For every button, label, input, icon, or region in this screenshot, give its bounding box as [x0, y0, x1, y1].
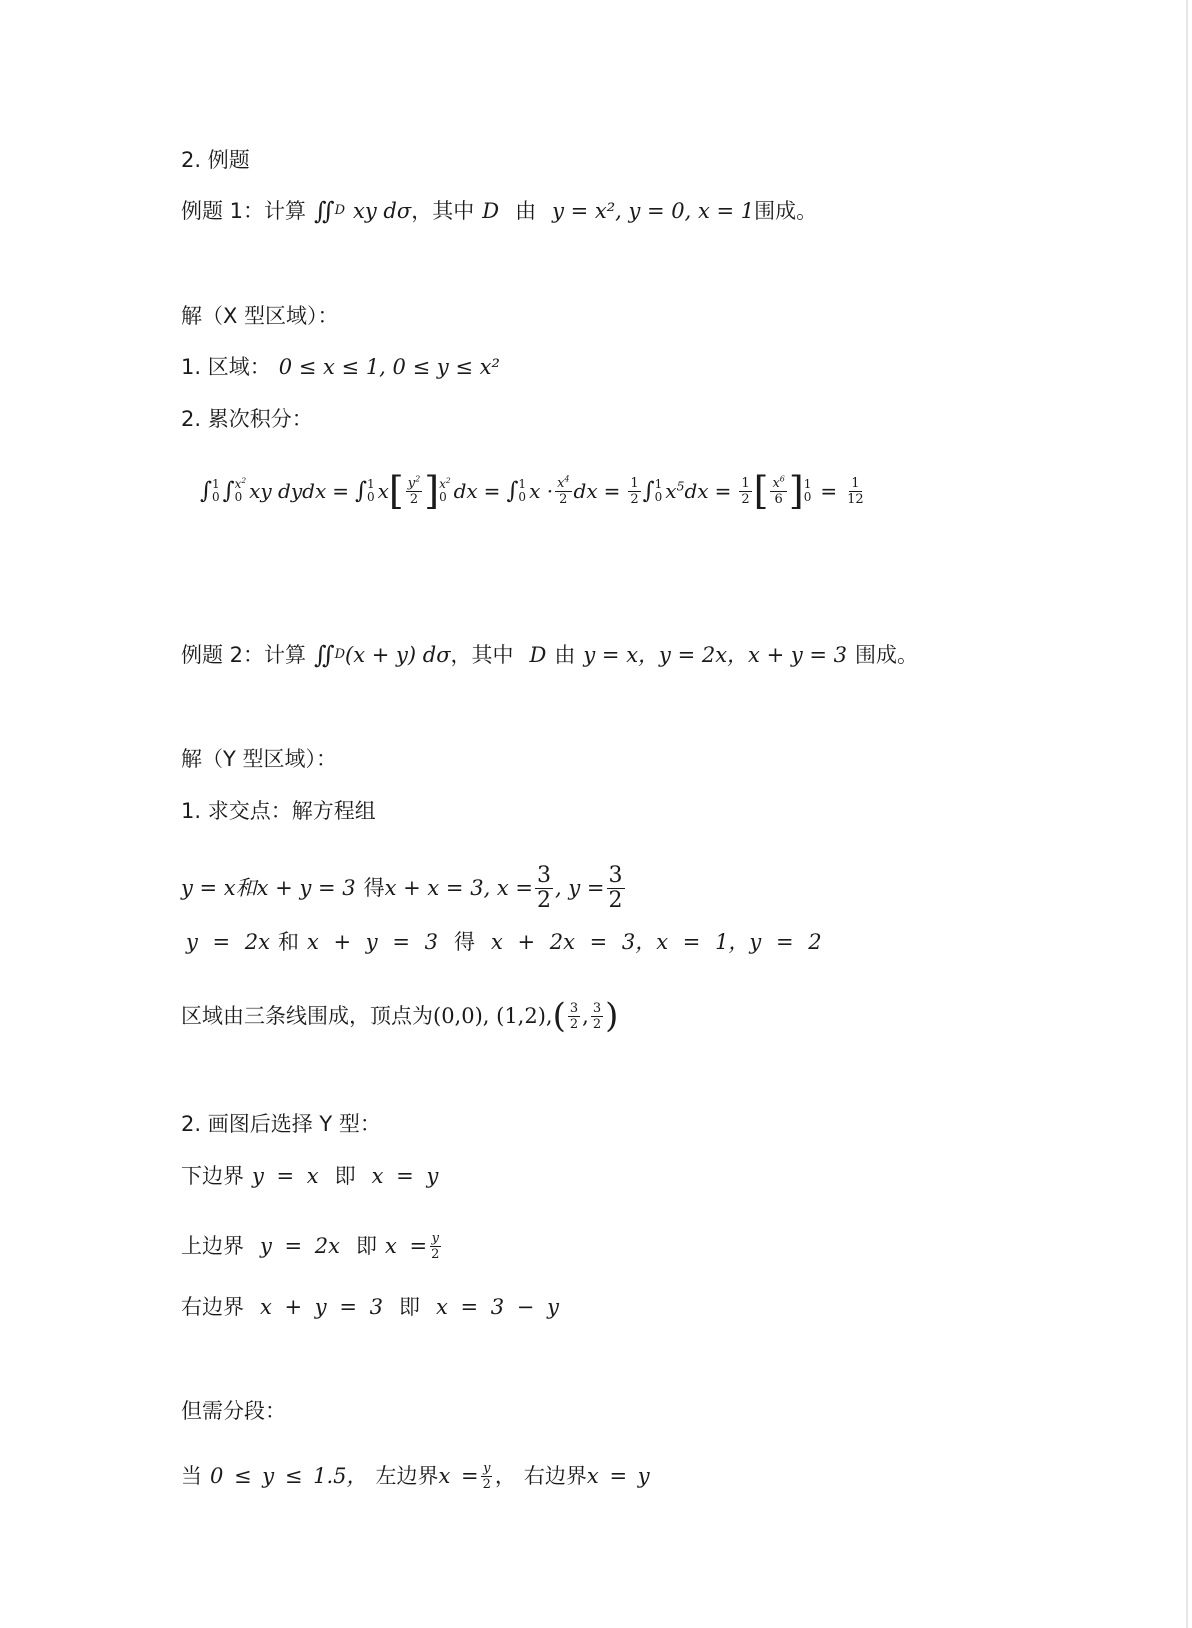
example-1-domain: D	[482, 199, 500, 223]
upper-boundary: 上边界 y = 2x 即 x = $\frac{y}{2}$	[181, 1224, 443, 1268]
upper-boundary-math-2: x =	[385, 1234, 428, 1258]
example-2-curves: y = x，y = 2x，x + y = 3	[583, 643, 848, 667]
step-1-label: 1. 区域：	[181, 355, 271, 379]
eq2-get: 得	[453, 930, 475, 954]
right-boundary-math: x + y = 3	[260, 1295, 383, 1319]
eq2-and: 和	[278, 930, 300, 954]
eq2-part-c: x + 2x = 3，x = 1，y = 2	[490, 930, 822, 954]
vertices-math: (0,0), (1,2),	[433, 1004, 553, 1028]
lower-boundary-label: 下边界	[181, 1164, 244, 1188]
example-1-curves: y = x², y = 0, x = 1	[552, 199, 755, 223]
solution-2-step-2	[181, 1109, 381, 1139]
case-range: 0 ≤ y ≤ 1.5，	[210, 1464, 368, 1488]
example-1-suffix: 围成。	[754, 199, 818, 223]
example-2-domain: D	[529, 643, 547, 667]
right-boundary-label: 右边界	[181, 1295, 244, 1319]
lower-boundary-math-2: x = y	[371, 1164, 439, 1188]
upper-boundary-math: y = 2x	[260, 1234, 341, 1258]
double-integral-symbol-2: ∬	[314, 641, 335, 669]
solution-1-label-text: 解（X 型区域）：	[181, 304, 339, 328]
solution-1-step-1	[181, 352, 500, 382]
step-2-label: 2. 累次积分：	[181, 407, 313, 431]
solution-2-label-text: 解（Y 型区域）：	[181, 747, 338, 771]
integral-result: $\frac{1}{12}$	[847, 475, 864, 507]
case-right-math: x = y	[586, 1464, 650, 1488]
page-edge	[1186, 0, 1188, 1628]
solution-2-label	[181, 744, 337, 774]
piecewise-case: 当 0 ≤ y ≤ 1.5， 左边界 x = $\frac{y}{2}$ ， 右边界 x = y	[181, 1454, 650, 1498]
eq2-part-a: y = 2x	[186, 930, 271, 954]
example-2-by: 由	[554, 643, 576, 667]
eq1-part-a: y = x和x + y = 3	[181, 876, 356, 900]
eq1-part-b: x + x = 3, x =	[384, 876, 534, 900]
example-1-middle-text: ，其中	[411, 199, 475, 223]
lower-boundary-math: y = x	[252, 1164, 319, 1188]
iterated-integral-formula: ∫ 1 0 ∫ $x^2$ 0 xy dydx = ∫ 1 0 x [ $\frac{y^2}{2}$ ] $x^2$ 0 dx = ∫ 1 0 x · $\frac{x^4}{2}$ dx = $\frac{1}{2}$ ∫ 1 0 $x^5dx$ = $\frac{1}{2}$ [ $\frac{x^6}{6}$ ] 1 0 = $\frac{1}{12}$	[200, 469, 864, 513]
upper-boundary-ji: 即	[356, 1234, 378, 1258]
example-2-middle-text: ，其中	[450, 643, 514, 667]
solution-1-step-2	[181, 404, 313, 434]
right-boundary	[181, 1292, 559, 1322]
example-1-integrand: xy dσ	[353, 199, 412, 223]
example-2-suffix: 围成。	[855, 643, 919, 667]
piecewise-label	[181, 1396, 286, 1426]
example-1-prefix: 例题 1：计算	[181, 199, 307, 223]
intersection-equation-1: y = x和x + y = 3 得 x + x = 3, x = $\frac{3}{2}$ , y = $\frac{3}{2}$	[181, 858, 627, 918]
example-1-statement: 例题 1：计算 ∬ D xy dσ ，其中 D 由 y = x², y = 0, x = 1 围成。	[181, 197, 818, 225]
piecewise-label-text: 但需分段：	[181, 1399, 286, 1423]
vertices-text: 区域由三条线围成，顶点为	[181, 1004, 433, 1028]
case-left-label: 左边界	[375, 1464, 439, 1488]
lower-boundary-ji: 即	[334, 1164, 356, 1188]
lower-boundary	[181, 1161, 438, 1191]
right-boundary-ji: 即	[398, 1295, 420, 1319]
step-1-region: 0 ≤ x ≤ 1, 0 ≤ y ≤ x²	[278, 355, 500, 379]
solution-1-label	[181, 301, 339, 331]
example-2-statement: 例题 2：计算 ∬ D (x + y) dσ ，其中 D 由 y = x，y = 2x，x + y = 3 围成。	[181, 641, 919, 669]
intersection-equation-2	[186, 927, 822, 957]
solution-2-step-2-label: 2. 画图后选择 Y 型：	[181, 1112, 381, 1136]
example-2-integrand: (x + y) dσ	[345, 643, 451, 667]
example-2-prefix: 例题 2：计算	[181, 643, 307, 667]
example-1-by: 由	[515, 199, 537, 223]
right-boundary-math-2: x = 3 − y	[435, 1295, 559, 1319]
case-right-label: 右边界	[523, 1464, 587, 1488]
case-left-math: x =	[438, 1464, 479, 1488]
solution-2-step-1	[181, 796, 376, 826]
section-heading-text: 2. 例题	[181, 148, 250, 172]
double-integral-symbol: ∬	[314, 197, 335, 225]
case-when: 当	[181, 1464, 202, 1488]
eq1-get: 得	[363, 876, 385, 900]
upper-boundary-label: 上边界	[181, 1234, 244, 1258]
region-vertices: 区域由三条线围成，顶点为 (0,0), (1,2), ( $\frac{3}{2}$ , $\frac{3}{2}$ )	[181, 996, 619, 1036]
section-heading	[181, 145, 250, 175]
eq2-part-b: x + y = 3	[307, 930, 438, 954]
solution-2-step-1-label: 1. 求交点：解方程组	[181, 799, 376, 823]
